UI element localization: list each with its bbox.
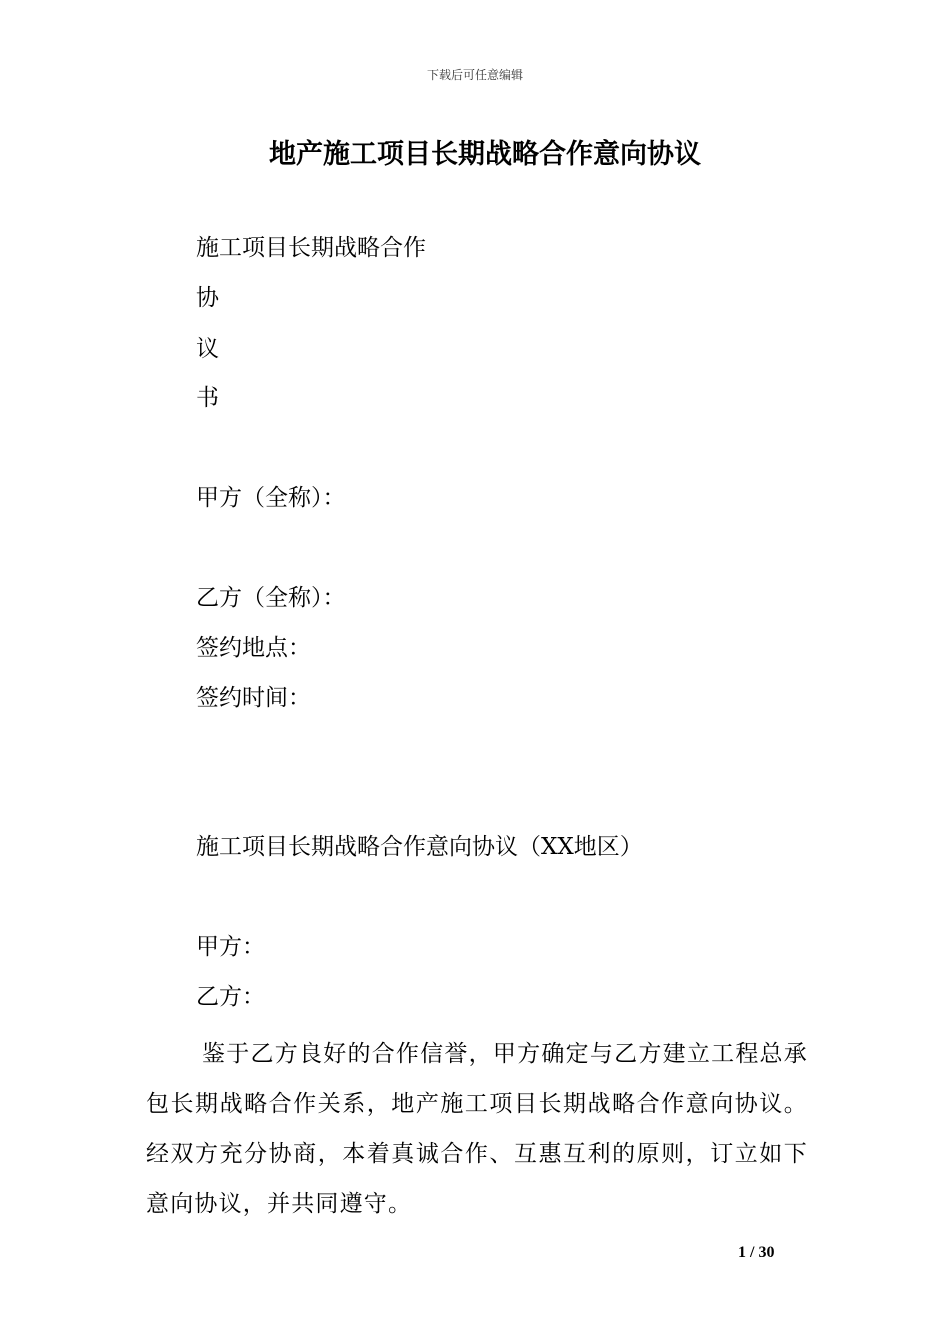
cover-line-1: 施工项目长期战略合作 [196,235,426,261]
cover-line-3: 议 [196,336,219,362]
page-number: 1 / 30 [738,1244,775,1261]
party-a-fullname-label: 甲方（全称）： [196,485,346,511]
party-a-label: 甲方： [196,934,265,960]
signing-place-label: 签约地点： [196,635,311,661]
section-title: 施工项目长期战略合作意向协议（XX地区） [196,834,643,860]
party-b-label: 乙方： [196,984,265,1010]
intro-paragraph: 鉴于乙方良好的合作信誉，甲方确定与乙方建立工程总承包长期战略合作关系，地产施工项目长期战略合作意向协议。经双方充分协商，本着真诚合作、互惠互利的原则，订立如下意向协议，并共同遵守。 [146,1041,808,1217]
signing-time-label: 签约时间： [196,685,311,711]
cover-line-2: 协 [196,285,219,311]
page-header-note: 下载后可任意编辑 [426,68,523,82]
cover-line-4: 书 [196,385,219,411]
document-title: 地产施工项目长期战略合作意向协议 [269,139,701,170]
party-b-fullname-label: 乙方（全称）： [196,585,346,611]
